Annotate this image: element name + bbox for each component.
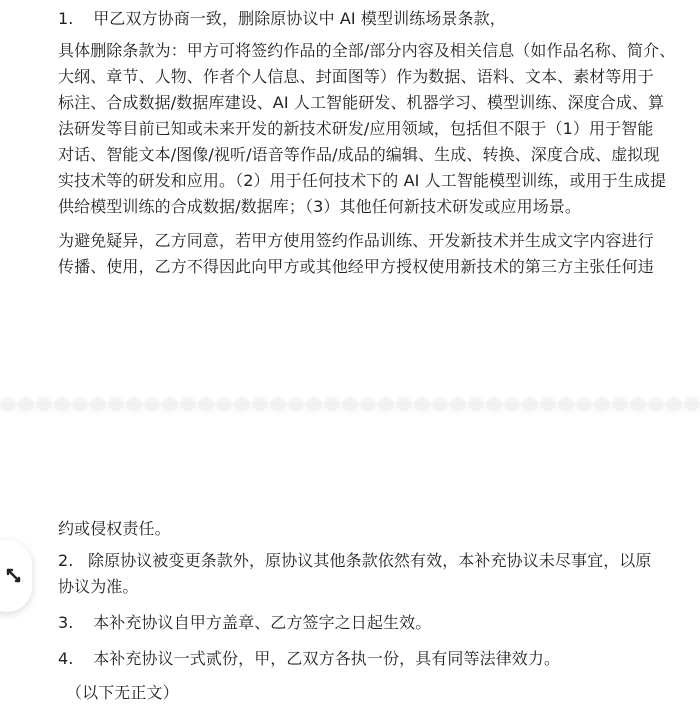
page-break-band bbox=[0, 392, 700, 416]
ending-text: （以下无正文） bbox=[66, 683, 179, 702]
continued-line: 约或侵权责任。 bbox=[58, 519, 171, 538]
clause-3 bbox=[58, 610, 658, 636]
clause-3-text: 本补充协议自甲方盖章、乙方签字之日起生效。 bbox=[93, 613, 432, 632]
expand-button[interactable] bbox=[0, 540, 32, 612]
deleted-clause-line-6: 实技术等的研发和应用。（2）用于任何技术下的 AI 人工智能模型训练，或用于生成提 bbox=[58, 171, 667, 190]
clause-2 bbox=[58, 548, 658, 600]
supplement-line-1: 为避免疑异，乙方同意，若甲方使用签约作品训练、开发新技术并生成文字内容进行 bbox=[58, 231, 654, 250]
supplement-line-2: 传播、使用，乙方不得因此向甲方或其他经甲方授权使用新技术的第三方主张任何违 bbox=[58, 257, 654, 276]
clause-2-line-2: 协议为准。 bbox=[58, 577, 139, 596]
clause-4-number: 4. bbox=[58, 649, 74, 668]
deleted-clause-line-1: 具体删除条款为：甲方可将签约作品的全部/部分内容及相关信息（如作品名称、简介、 bbox=[58, 41, 676, 60]
deleted-clause-line-7: 供给模型训练的合成数据/数据库；（3）其他任何新技术研发或应用场景。 bbox=[58, 197, 581, 216]
clause-1-title: 甲乙双方协商一致，删除原协议中 AI 模型训练场景条款， bbox=[93, 9, 506, 28]
deleted-clause-line-5: 对话、智能文本/图像/视听/语音等作品/成品的编辑、生成、转换、深度合成、虚拟现 bbox=[58, 145, 660, 164]
supplement-paragraph bbox=[58, 228, 658, 280]
clause-2-line-1 bbox=[58, 548, 658, 574]
clause-4-text: 本补充协议一式贰份，甲，乙双方各执一份，具有同等法律效力。 bbox=[93, 649, 561, 668]
deleted-clause-line-3: 标注、合成数据/数据库建设、AI 人工智能研发、机器学习、模型训练、深度合成、算 bbox=[58, 93, 665, 112]
deleted-clause-line-4: 法研发等目前已知或未来开发的新技术研发/应用领域，包括但不限于（1）用于智能 bbox=[58, 119, 654, 138]
clause-4 bbox=[58, 646, 658, 672]
clause-2-text-1: 除原协议被变更条款外，原协议其他条款依然有效，本补充协议未尽事宜，以原 bbox=[88, 551, 652, 570]
deleted-clause-line-2: 大纲、章节、人物、作者个人信息、封面图等）作为数据、语料、文本、素材等用于 bbox=[58, 67, 654, 86]
deleted-clause-paragraph bbox=[58, 38, 676, 220]
clause-3-number: 3. bbox=[58, 613, 74, 632]
clause-2-number: 2. bbox=[58, 551, 74, 570]
clause-1 bbox=[58, 6, 658, 32]
clause-1-number: 1. bbox=[58, 9, 74, 28]
ending-note bbox=[66, 680, 666, 706]
expand-icon bbox=[2, 564, 26, 588]
continued-paragraph bbox=[58, 516, 658, 542]
